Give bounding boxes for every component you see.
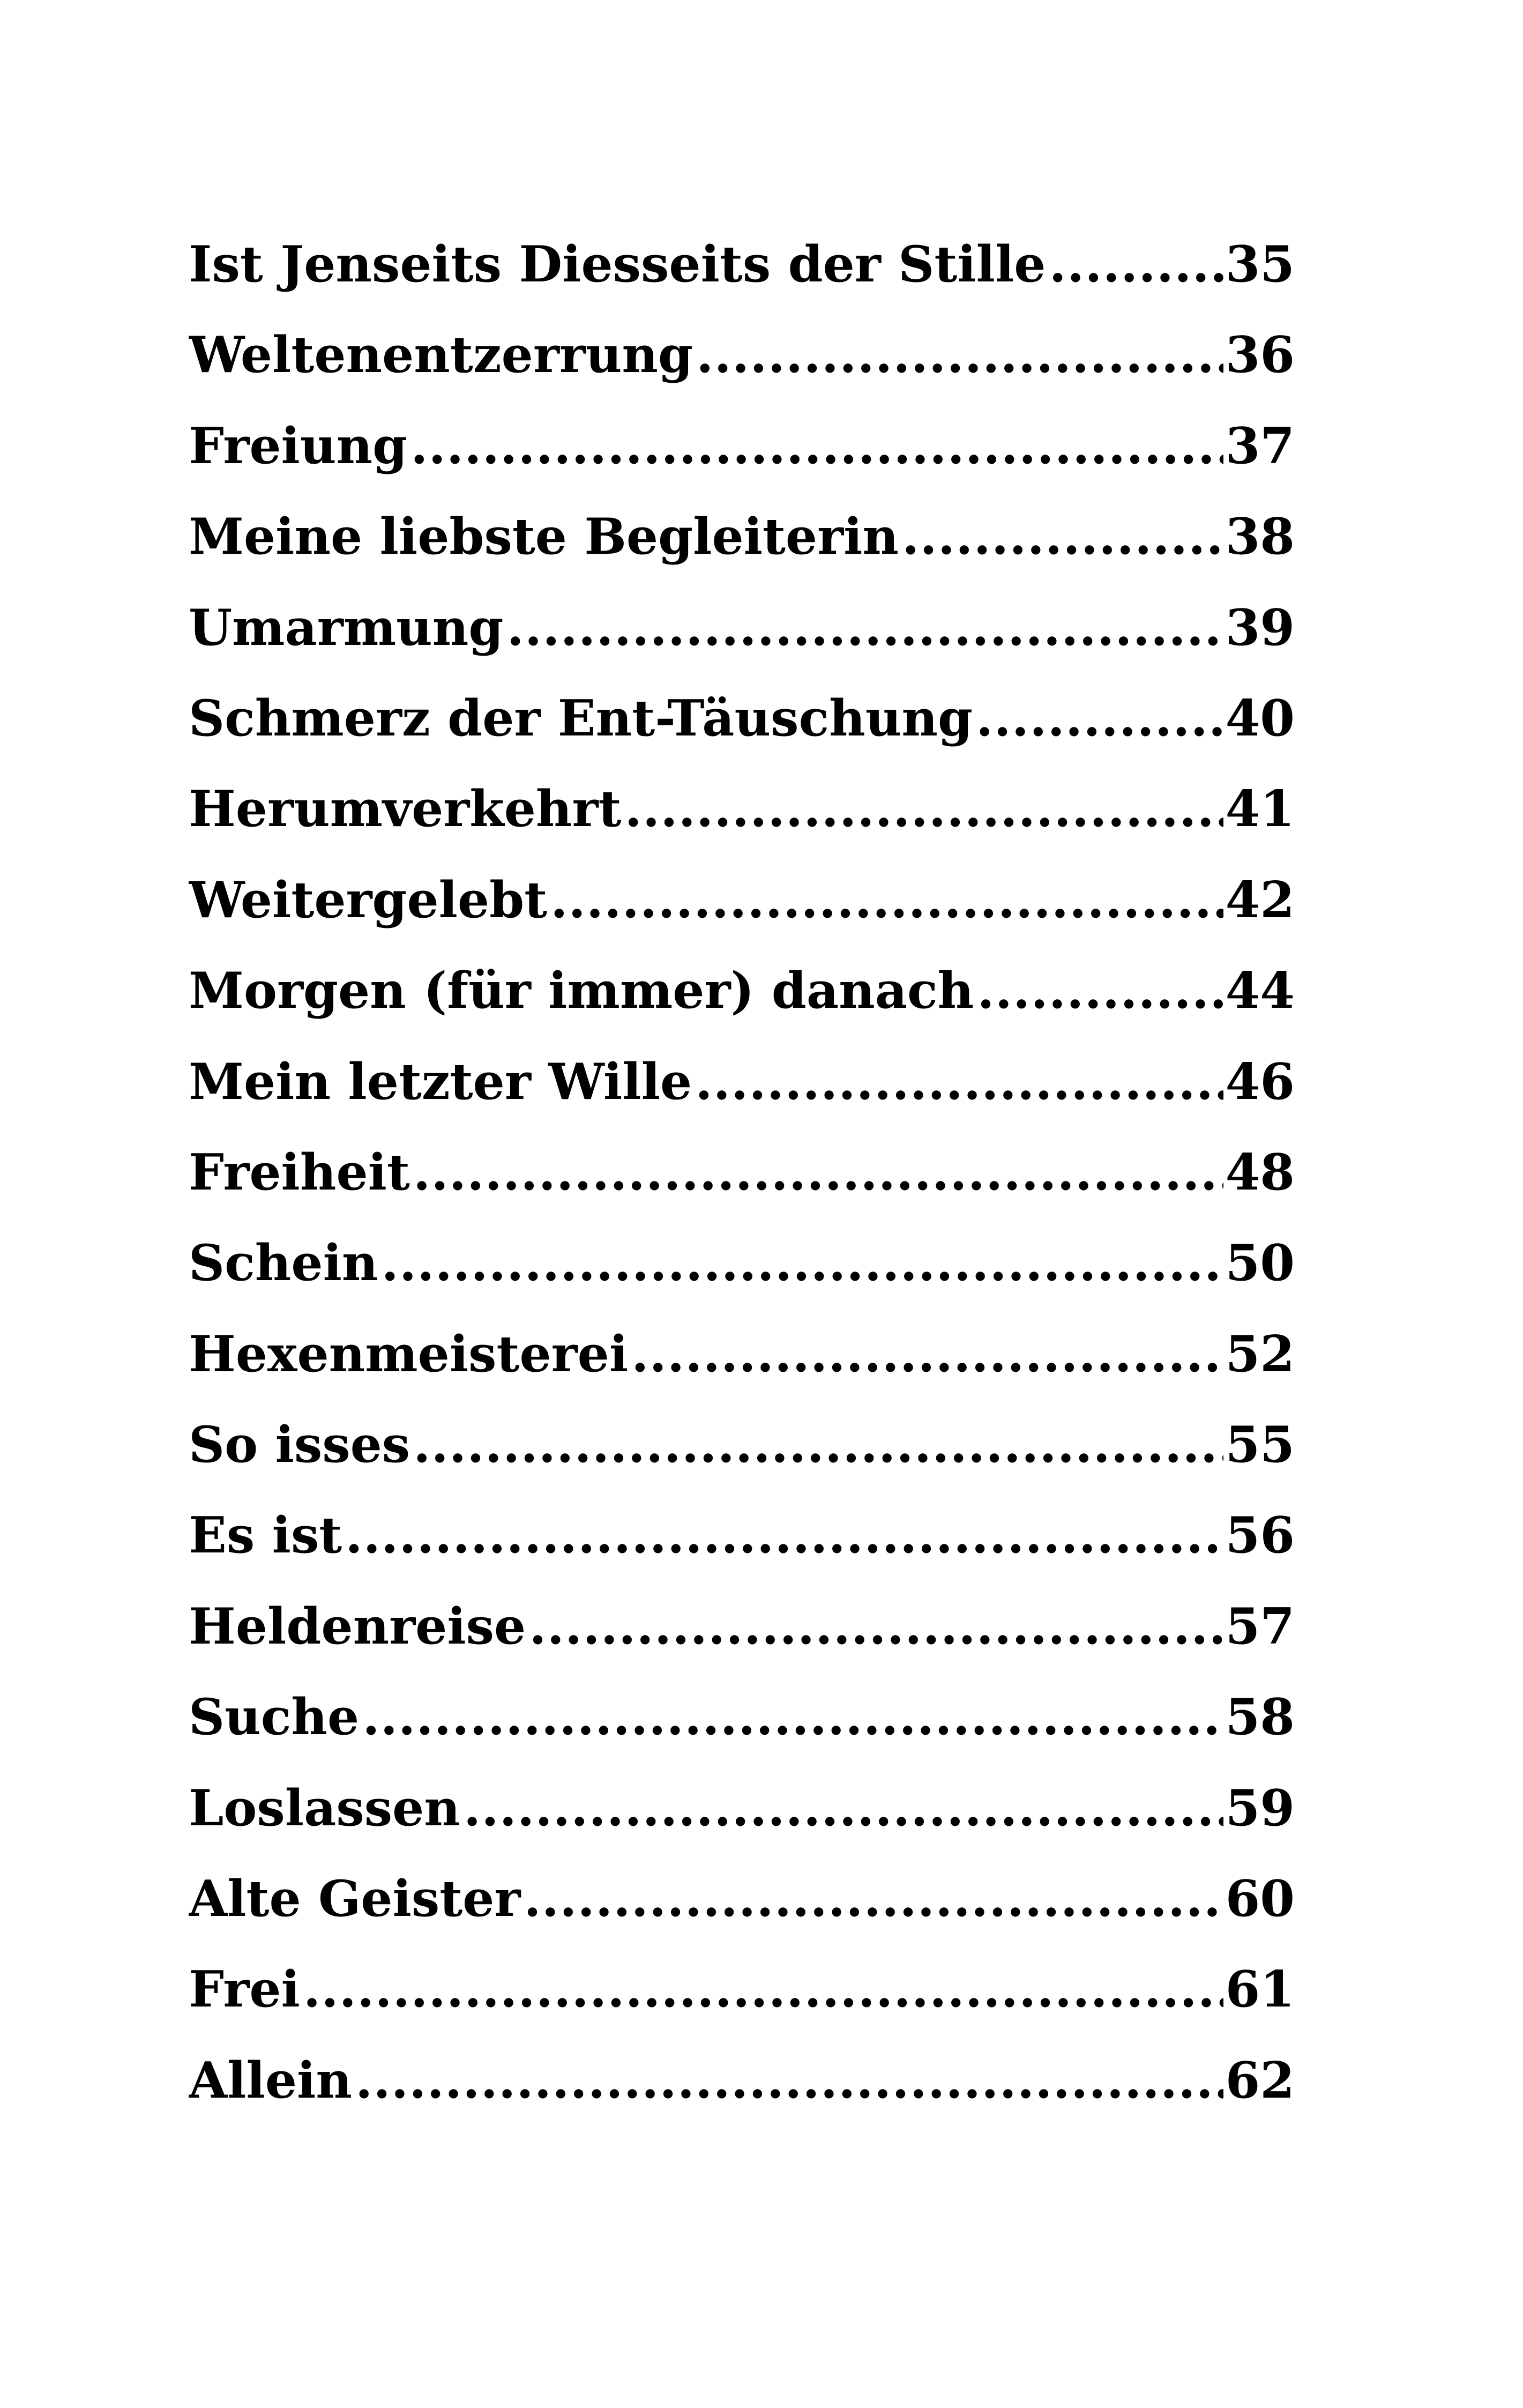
toc-dot-leader: [902, 507, 1223, 566]
toc-entry: [189, 1052, 1295, 1143]
toc-entry-page: 52: [1225, 1324, 1295, 1383]
toc-entry-title: Ist Jenseits Diesseits der Stille: [189, 235, 1046, 293]
toc-dot-leader: [303, 1960, 1223, 2018]
toc-entry: [189, 1688, 1295, 1778]
toc-entry-page: 55: [1225, 1415, 1295, 1474]
toc-entry-page: 40: [1225, 688, 1295, 747]
toc-entry: [189, 235, 1295, 325]
toc-dot-leader: [362, 1688, 1223, 1746]
toc-entry: [189, 689, 1295, 779]
toc-dot-leader: [413, 1143, 1223, 1201]
toc-entry-page: 39: [1225, 598, 1295, 657]
toc-entry-page: 62: [1225, 2050, 1295, 2109]
toc-entry-page: 60: [1225, 1869, 1295, 1928]
toc-dot-leader: [624, 779, 1223, 838]
toc-dot-leader: [631, 1325, 1223, 1383]
toc-entry: [189, 1325, 1295, 1415]
toc-entry-title: Hexenmeisterei: [189, 1324, 629, 1383]
toc-dot-leader: [413, 1415, 1223, 1474]
toc-entry-title: Meine liebste Begleiterin: [189, 507, 899, 566]
toc-entry-page: 48: [1225, 1142, 1295, 1201]
toc-entry-title: So isses: [189, 1415, 410, 1474]
toc-dot-leader: [345, 1506, 1223, 1564]
toc-entry-page: 56: [1225, 1506, 1295, 1565]
toc-entry: [189, 961, 1295, 1052]
toc-dot-leader: [1049, 235, 1223, 293]
toc-dot-leader: [695, 1052, 1223, 1111]
toc-entry-title: Weitergelebt: [189, 870, 548, 929]
toc-entry: [189, 1143, 1295, 1233]
toc-entry: [189, 2051, 1295, 2142]
toc-entry-page: 38: [1225, 507, 1295, 566]
toc-entry-title: Allein: [189, 2050, 352, 2109]
toc-entry-title: Freiheit: [189, 1142, 410, 1201]
toc-dot-leader: [524, 1869, 1223, 1928]
toc-entry-title: Schein: [189, 1233, 378, 1292]
toc-entry-page: 61: [1225, 1960, 1295, 2019]
toc-entry-title: Es ist: [189, 1506, 342, 1565]
toc-entry: [189, 1960, 1295, 2050]
toc-entry-page: 50: [1225, 1233, 1295, 1292]
toc-entry-page: 35: [1225, 235, 1295, 293]
toc-entry-title: Herumverkehrt: [189, 779, 622, 838]
toc-entry-page: 46: [1225, 1052, 1295, 1111]
toc-entry-page: 36: [1225, 325, 1295, 384]
toc-entry-page: 59: [1225, 1778, 1295, 1837]
toc-dot-leader: [410, 417, 1223, 475]
toc-dot-leader: [464, 1779, 1223, 1837]
toc-entry: [189, 1869, 1295, 1960]
table-of-contents: [189, 235, 1295, 2142]
toc-entry: [189, 1506, 1295, 1596]
toc-entry-page: 42: [1225, 870, 1295, 929]
toc-entry: [189, 871, 1295, 961]
toc-entry-title: Mein letzter Wille: [189, 1052, 692, 1111]
toc-entry-title: Loslassen: [189, 1778, 460, 1837]
toc-entry-title: Umarmung: [189, 598, 504, 657]
toc-dot-leader: [506, 598, 1223, 657]
toc-entry-page: 44: [1225, 961, 1295, 1020]
toc-entry-title: Alte Geister: [189, 1869, 521, 1928]
toc-dot-leader: [529, 1597, 1223, 1655]
toc-entry: [189, 779, 1295, 870]
toc-entry-page: 57: [1225, 1596, 1295, 1655]
toc-dot-leader: [977, 961, 1223, 1020]
toc-entry: [189, 507, 1295, 598]
toc-dot-leader: [550, 871, 1223, 929]
toc-entry-title: Weltenentzerrung: [189, 325, 693, 384]
toc-dot-leader: [696, 325, 1223, 384]
toc-entry-title: Heldenreise: [189, 1596, 526, 1655]
toc-entry: [189, 1597, 1295, 1688]
toc-entry-title: Suche: [189, 1688, 360, 1746]
toc-entry: [189, 417, 1295, 507]
toc-entry-title: Frei: [189, 1960, 300, 2019]
toc-entry-title: Morgen (für immer) danach: [189, 961, 974, 1020]
toc-entry: [189, 598, 1295, 689]
toc-dot-leader: [355, 2051, 1223, 2109]
toc-entry-page: 41: [1225, 779, 1295, 838]
toc-entry-title: Schmerz der Ent-Täuschung: [189, 688, 973, 747]
toc-dot-leader: [976, 689, 1223, 747]
toc-entry: [189, 1233, 1295, 1324]
toc-dot-leader: [382, 1233, 1223, 1292]
toc-entry-page: 37: [1225, 416, 1295, 475]
toc-entry: [189, 1779, 1295, 1869]
toc-entry-title: Freiung: [189, 416, 408, 475]
toc-entry-page: 58: [1225, 1688, 1295, 1746]
toc-entry: [189, 1415, 1295, 1506]
toc-entry: [189, 325, 1295, 416]
